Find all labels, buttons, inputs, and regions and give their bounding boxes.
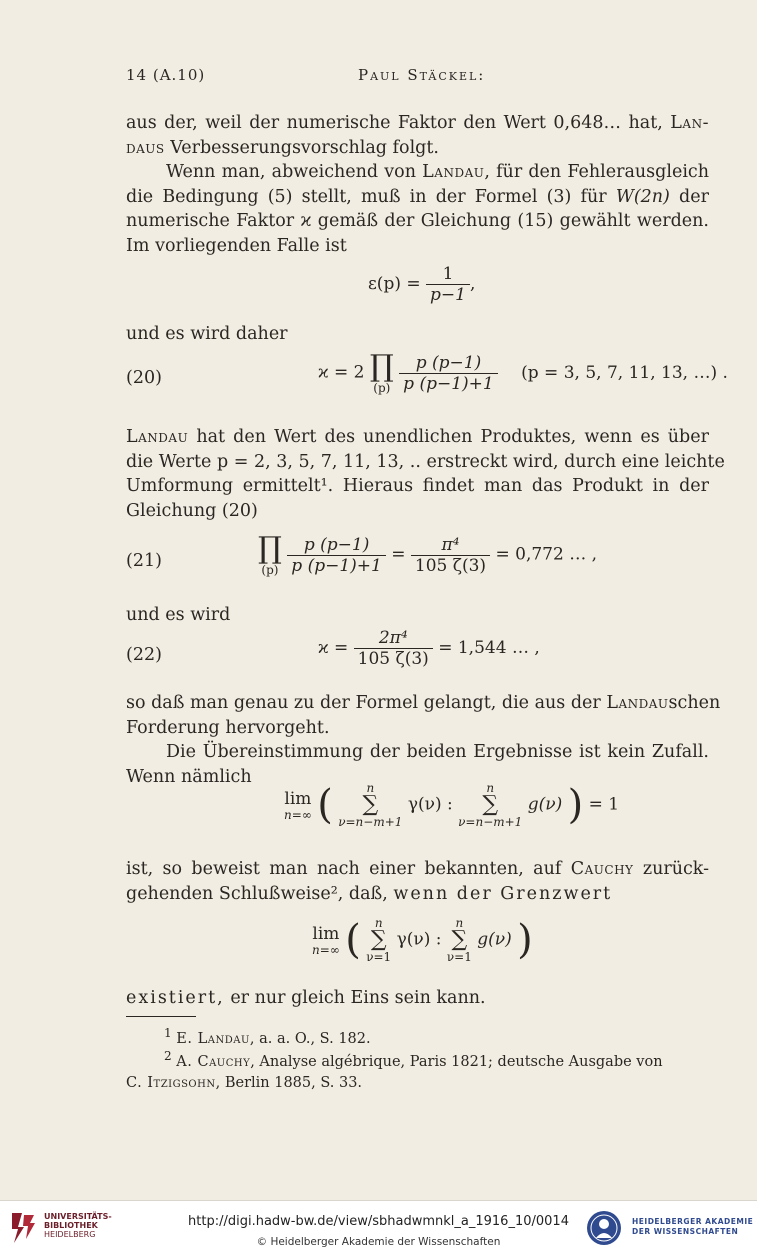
equation-21: ∏ (p) $\frac{p (p-1)}{p (p-1)+1}$ = $\frac{\text{π⁴}}{105 \zeta(3)}$ = 0,772 … , <box>258 531 598 577</box>
paragraph-8: ist, so beweist man nach einer bekannten, auf Cauchy zurück- gehenden Schlußweise², daß, wenn der Grenzwert <box>126 859 709 904</box>
equation-21-number: (21) <box>126 551 162 571</box>
paragraph-3: und es wird daher <box>126 324 288 344</box>
footnote-rule <box>126 1016 196 1017</box>
equation-20: ϰ = 2 ∏ (p) $\frac{p (p-1)}{p (p-1)+1}$ (p = 3, 5, 7, 11, 13, …) . <box>318 349 728 395</box>
paragraph-1: aus der, weil der numerische Faktor den Wert 0,648… hat, Lan- daus Verbesserungsvorschlag folgt. <box>126 113 709 158</box>
permalink-url[interactable]: http://digi.hadw-bw.de/view/sbhadwmnkl_a_1916_10/0014 <box>188 1214 569 1229</box>
footnote-1: $^1$ E. Landau, a. a. O., S. 182. <box>164 1026 371 1047</box>
equation-20-number: (20) <box>126 368 162 388</box>
academy-name: HEIDELBERGER AKADEMIE DER WISSENSCHAFTEN <box>632 1217 754 1236</box>
academy-seal-icon <box>586 1210 622 1246</box>
paragraph-7: Die Übereinstimmung der beiden Ergebnisse ist kein Zufall. Wenn nämlich <box>126 742 709 787</box>
equation-22-number: (22) <box>126 645 162 665</box>
copyright-notice: © Heidelberger Akademie der Wissenschaften <box>256 1236 501 1248</box>
equation-22: ϰ = $\frac{\text{2π⁴}}{105 \zeta(3)}$ = 1,544 … , <box>318 628 540 669</box>
paragraph-4: Landau hat den Wert des unendlichen Produktes, wenn es über die Werte p = 2, 3, 5, 7, 11, 13, .. erstreckt wird, durch eine leichte Umformung ermittelt¹. Hieraus findet man das Produkt in der Gleichung (20) <box>126 427 725 521</box>
page-reference: 14 (A.10) <box>126 66 206 84</box>
paragraph-9: existiert, er nur gleich Eins sein kann. <box>126 988 486 1008</box>
limit-formula-1: lim n=∞ ( n ∑ ν=n−m+1 γ(ν) : n ∑ ν=n−m+1 g(ν) ) = 1 <box>284 781 620 829</box>
viewer-footer <box>0 1200 757 1257</box>
university-library-name: UNIVERSITÄTS- BIBLIOTHEK HEIDELBERG <box>44 1212 112 1239</box>
limit-formula-2: lim n=∞ ( n ∑ ν=1 γ(ν) : n ∑ ν=1 g(ν) ) <box>312 916 533 964</box>
equation-epsilon: ε(p) = $\frac{1}{p-1}$ , <box>368 264 476 305</box>
paragraph-2: Wenn man, abweichend von Landau, für den Fehlerausgleich die Bedingung (5) stellt, muß in der Formel (3) für W(2n) der numerische Faktor ϰ gemäß der Gleichung (15) gewählt werden. Im vorliegenden Falle ist <box>126 162 709 256</box>
running-title: Paul Stäckel: <box>358 66 486 84</box>
paragraph-6: so daß man genau zu der Formel gelangt, die aus der Landauschen Forderung hervorgeht. <box>126 693 721 738</box>
paragraph-5: und es wird <box>126 605 231 625</box>
footnote-2: $^2$ A. Cauchy, Analyse algébrique, Paris 1821; deutsche Ausgabe von C. Itzigsohn, Berlin 1885, S. 33. <box>126 1049 663 1091</box>
